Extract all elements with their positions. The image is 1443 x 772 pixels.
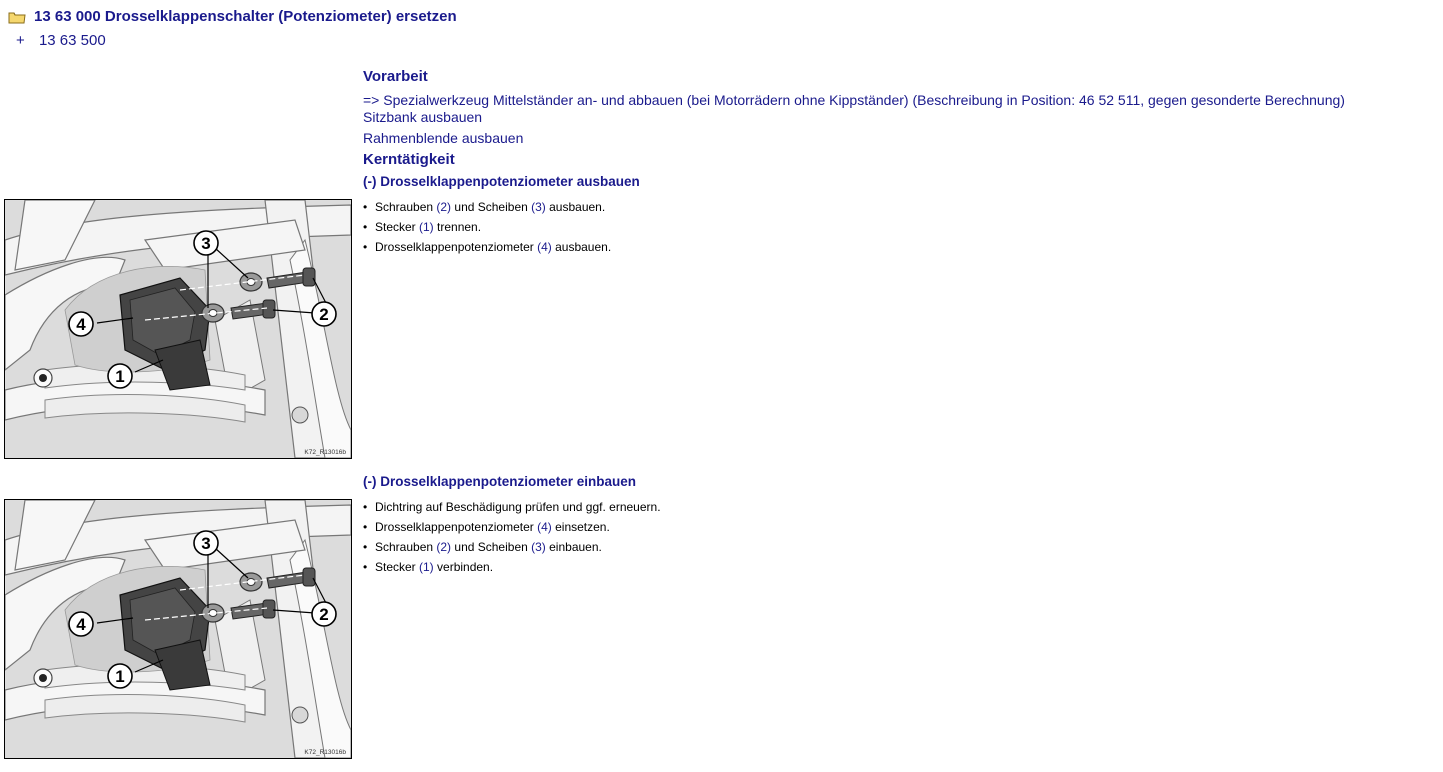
step-title-einbauen: (-) Drosselklappenpotenziometer einbauen	[363, 474, 637, 489]
sub-reference-label[interactable]: 13 63 500	[38, 32, 106, 49]
reference-3[interactable]: (3)	[531, 200, 546, 214]
callout-2	[312, 602, 336, 626]
figure-ausbauen	[4, 199, 352, 459]
callout-4	[69, 312, 93, 336]
vorarbeit-item: Rahmenblende ausbauen	[363, 130, 524, 146]
vorarbeit-item: => Spezialwerkzeug Mittelständer an- und abbauen (bei Motorrädern ohne Kippständer) (Beschreibung in Position: 46 52 511, gegen gesonderte Berechnung)	[363, 92, 1345, 108]
callout-3	[194, 531, 218, 555]
list-item: • Drosselklappenpotenziometer (4) einsetzen.	[363, 520, 610, 534]
reference-2[interactable]: (2)	[436, 200, 452, 214]
svg-text:2: 2	[319, 605, 329, 624]
page-title: 13 63 000 Drosselklappenschalter (Potenziometer) ersetzen	[34, 8, 457, 25]
svg-text:1: 1	[115, 667, 125, 686]
reference-4[interactable]: (4)	[537, 520, 552, 534]
reference-2[interactable]: (2)	[436, 540, 452, 554]
figure-code: K72_R13016b	[304, 749, 346, 756]
callout-3	[194, 231, 218, 255]
list-item: • Stecker (1) verbinden.	[363, 560, 494, 574]
list-item: • Stecker (1) trennen.	[363, 220, 482, 234]
reference-4[interactable]: (4)	[537, 240, 552, 254]
svg-text:3: 3	[201, 534, 211, 553]
list-item: • Schrauben (2) und Scheiben (3) ausbauen.	[363, 200, 606, 214]
vorarbeit-item: Sitzbank ausbauen	[363, 109, 483, 125]
svg-text:3: 3	[201, 234, 211, 253]
svg-text:2: 2	[319, 305, 329, 324]
figure-einbauen	[4, 499, 352, 759]
steps-ausbauen	[363, 199, 611, 259]
reference-1[interactable]: (1)	[419, 560, 434, 574]
svg-text:4: 4	[76, 615, 86, 634]
callout-2	[312, 302, 336, 326]
steps-einbauen	[363, 499, 661, 579]
svg-text:4: 4	[76, 315, 86, 334]
kerntaetigkeit-heading: Kerntätigkeit	[363, 151, 455, 168]
list-item: • Schrauben (2) und Scheiben (3) einbauen.	[363, 540, 602, 554]
callout-4	[69, 612, 93, 636]
figure-code: K72_R13016b	[304, 449, 346, 456]
folder-icon[interactable]	[8, 10, 26, 24]
document-header	[8, 8, 457, 25]
reference-1[interactable]: (1)	[419, 220, 434, 234]
throttle-sensor-illustration	[5, 200, 351, 458]
callout-1	[108, 664, 132, 688]
list-item: • Drosselklappenpotenziometer (4) ausbauen.	[363, 240, 612, 254]
svg-text:1: 1	[115, 367, 125, 386]
reference-3[interactable]: (3)	[531, 540, 546, 554]
list-item: • Dichtring auf Beschädigung prüfen und ggf. erneuern.	[363, 500, 661, 514]
throttle-sensor-illustration	[5, 500, 351, 758]
sub-reference[interactable]	[16, 32, 106, 49]
step-title-ausbauen: (-) Drosselklappenpotenziometer ausbauen	[363, 174, 640, 189]
expand-plus-icon[interactable]: +	[16, 32, 25, 49]
callout-1	[108, 364, 132, 388]
vorarbeit-heading: Vorarbeit	[363, 68, 428, 85]
